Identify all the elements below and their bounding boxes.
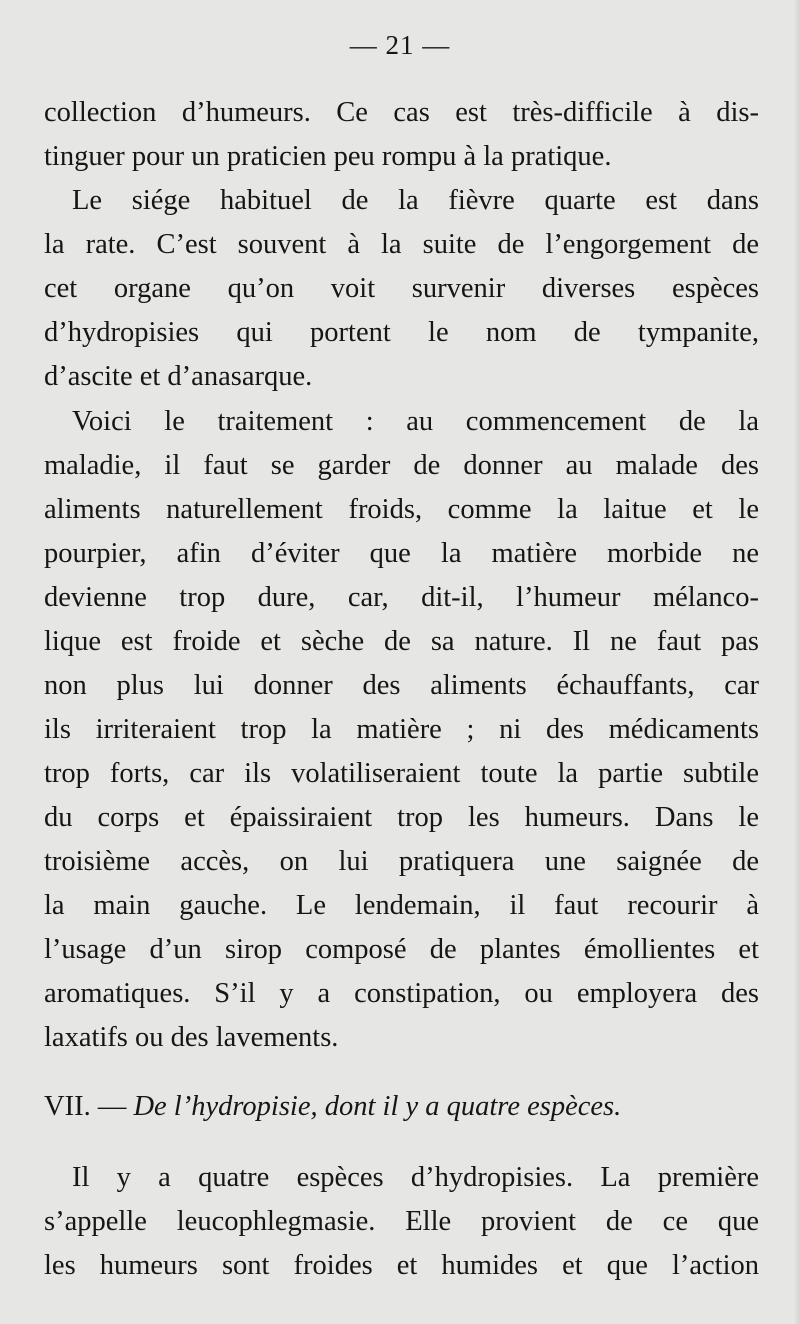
text-line: lique est froide et sèche de sa nature. Il ne faut pas xyxy=(44,626,759,657)
text-line: du corps et épaissiraient trop les humeurs. Dans le xyxy=(44,802,759,833)
text-line: l’usage d’un sirop composé de plantes émollientes et xyxy=(44,934,759,965)
text-line: la rate. C’est souvent à la suite de l’engorgement de xyxy=(44,229,759,260)
text-line: Le siége habituel de la fièvre quarte est dans xyxy=(72,185,759,216)
text-line: pourpier, afin d’éviter que la matière morbide ne xyxy=(44,538,759,569)
text-line: d’ascite et d’anasarque. xyxy=(44,361,313,392)
text-line: Voici le traitement : au commencement de la xyxy=(72,406,759,437)
section-number: VII. — xyxy=(44,1091,134,1122)
section-heading xyxy=(44,1083,759,1131)
page-number: — 21 — xyxy=(349,30,451,60)
text-line: ils irriteraient trop la matière ; ni des médicaments xyxy=(44,714,759,745)
text-line: aromatiques. S’il y a constipation, ou employera des xyxy=(44,978,759,1009)
text-line: collection d’humeurs. Ce cas est très-difficile à dis- xyxy=(44,97,759,128)
text-line: maladie, il faut se garder de donner au malade des xyxy=(44,450,759,481)
text-line: Il y a quatre espèces d’hydropisies. La première xyxy=(72,1162,759,1193)
page-edge-shadow xyxy=(794,0,800,1324)
text-line: trop forts, car ils volatiliseraient toute la partie subtile xyxy=(44,758,759,789)
text-line: s’appelle leucophlegmasie. Elle provient de ce que xyxy=(44,1206,759,1237)
text-line: tinguer pour un praticien peu rompu à la pratique. xyxy=(44,141,612,172)
text-line: devienne trop dure, car, dit-il, l’humeur mélanco- xyxy=(44,582,759,613)
text-line: aliments naturellement froids, comme la laitue et le xyxy=(44,494,759,525)
text-line: cet organe qu’on voit survenir diverses espèces xyxy=(44,273,759,304)
text-line: les humeurs sont froides et humides et que l’action xyxy=(44,1250,759,1281)
section-title: De l’hydropisie, dont il y a quatre espèces. xyxy=(133,1091,622,1122)
text-line: non plus lui donner des aliments échauffants, car xyxy=(44,670,759,701)
text-line: laxatifs ou des lavements. xyxy=(44,1022,339,1053)
text-line: d’hydropisies qui portent le nom de tympanite, xyxy=(44,317,759,348)
text-line: troisième accès, on lui pratiquera une saignée de xyxy=(44,846,759,877)
text-line: la main gauche. Le lendemain, il faut recourir à xyxy=(44,890,759,921)
